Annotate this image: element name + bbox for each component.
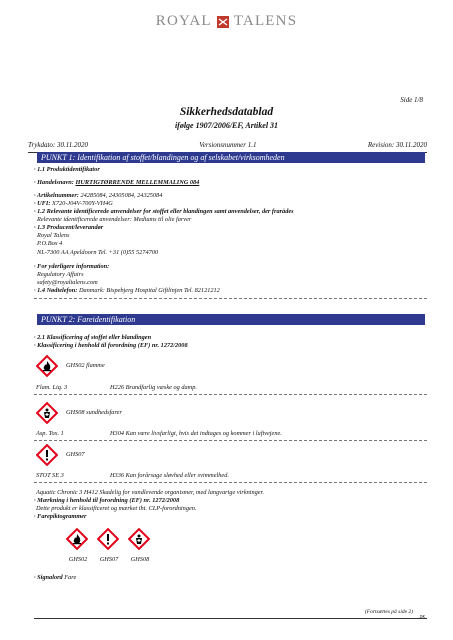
s1-product-identifier: · 1.1 Produktidentifikator	[34, 166, 100, 173]
pictogram-label: GHS02	[68, 556, 88, 563]
stot-statement: H336 Kan forårsage sløvhed eller svimmelhed.	[110, 472, 229, 479]
company-logo	[0, 13, 453, 30]
section1-header: PUNKT 1: Identifikation af stoffet/blandingen og af selskabet/virksomheden	[37, 152, 425, 163]
s1-relevant-uses: Relevante identificerede anvendelser: Mediums til olie farver	[37, 216, 192, 223]
s2-labelling-text: Dette produkt er klassificeret og mærket iht. CLP-forordningen.	[36, 505, 197, 512]
ghs02-flame-icon	[36, 355, 58, 377]
pictogram-label: GHS07	[99, 556, 119, 563]
s1-ufi: · UFI: X720-J04V-700Y-VH4G	[34, 200, 113, 207]
revision-date: Revision: 30.11.2020	[367, 141, 427, 149]
s1-trade-name: · Handelsnavn: HURTIGTØRRENDE MELLEMMALING 084	[34, 179, 200, 186]
s1-article-number: · Artikelnummer: 24285084, 24305084, 24325084	[34, 192, 163, 199]
ghs08-health-hazard-icon	[36, 402, 58, 424]
s1-producer-address: NL-7300 AA Apeldoorn Tel. +31 (0)55 5274700	[37, 249, 159, 256]
print-date: Trykdato: 30.11.2020	[28, 141, 88, 149]
s1-email: safety@royaltalens.com	[37, 279, 98, 286]
ghs02-flame-icon	[66, 528, 88, 550]
divider	[34, 482, 427, 483]
country-code: DK	[419, 614, 425, 619]
s1-regulatory: Regulatory Affairs	[37, 271, 84, 278]
aquatic-statement: Aquatic Chronic 3 H412 Skadelig for vandlevende organismer, med langvarige virkninger.	[36, 489, 264, 496]
s1-relevant-uses-heading: · 1.2 Relevante identificerede anvendelser for stoffet eller blandingen samt anvendelser, der frarådes	[34, 208, 294, 215]
s2-classification-heading: · 2.1 Klassificering af stoffet eller blandingen	[34, 334, 152, 341]
footer-divider	[34, 618, 427, 619]
logo-text-left: ROYAL	[155, 13, 212, 29]
ghs08-label: GHS08 sundhedsfarer	[66, 409, 122, 416]
asp-statement: H304 Kan være livsfarligt, hvis det indtages og kommer i luftvejene.	[110, 430, 282, 437]
ghs02-label: GHS02 flamme	[66, 362, 105, 369]
trade-name-value: HURTIGTØRRENDE MELLEMMALING 084	[75, 179, 200, 186]
version-number: Versionsnummer 1.1	[199, 141, 257, 149]
royal-talens-logo-icon	[216, 15, 230, 29]
stot-class: STOT SE 3	[36, 472, 64, 479]
ghs07-label: GHS07	[66, 451, 85, 458]
s2-signal-word: · Signalord Fare	[34, 574, 77, 581]
logo-text-right: TALENS	[233, 13, 298, 29]
divider	[34, 440, 427, 441]
flam-statement: H226 Brandfarlig væske og damp.	[110, 384, 197, 391]
s1-emergency: · 1.4 Nødtelefon: Danmark: Bispebjerg Hospital Giftlinjen Tel. 82121212	[34, 287, 220, 294]
continued-note: (Fortsættes på side 2)	[364, 609, 413, 615]
pictogram-label: GHS08	[130, 556, 150, 563]
s2-labelling-heading: · Mærkning i henhold til forordning (EF) nr. 1272/2008	[34, 497, 180, 504]
divider	[34, 298, 427, 299]
divider	[34, 394, 427, 395]
asp-class: Asp. Tox. 1	[36, 430, 64, 437]
ghs08-health-hazard-icon	[128, 528, 150, 550]
s1-producer-pobox: P.O.Box 4	[37, 240, 63, 247]
s1-more-info-heading: · For yderligere information:	[34, 263, 110, 270]
s2-pictograms-heading: · Farepiktogrammer	[34, 513, 87, 520]
s2-classification-reg: · Klassificering i henhold til forordning (EF) nr. 1272/2008	[34, 342, 188, 349]
page-number: Side 1/8	[400, 96, 423, 104]
ghs07-exclamation-icon	[36, 444, 58, 466]
flam-class: Flam. Liq. 3	[36, 384, 68, 391]
s1-producer-heading: · 1.3 Producent/leverandør	[34, 224, 104, 231]
document-title: Sikkerhedsdatablad	[179, 106, 274, 118]
document-meta	[28, 141, 427, 149]
s1-producer-name: Royal Talens	[37, 232, 70, 239]
document-subtitle: ifølge 1907/2006/EF, Artikel 31	[174, 121, 279, 130]
ghs07-exclamation-icon	[97, 528, 119, 550]
section2-header: PUNKT 2: Fareidentifikation	[37, 314, 425, 325]
